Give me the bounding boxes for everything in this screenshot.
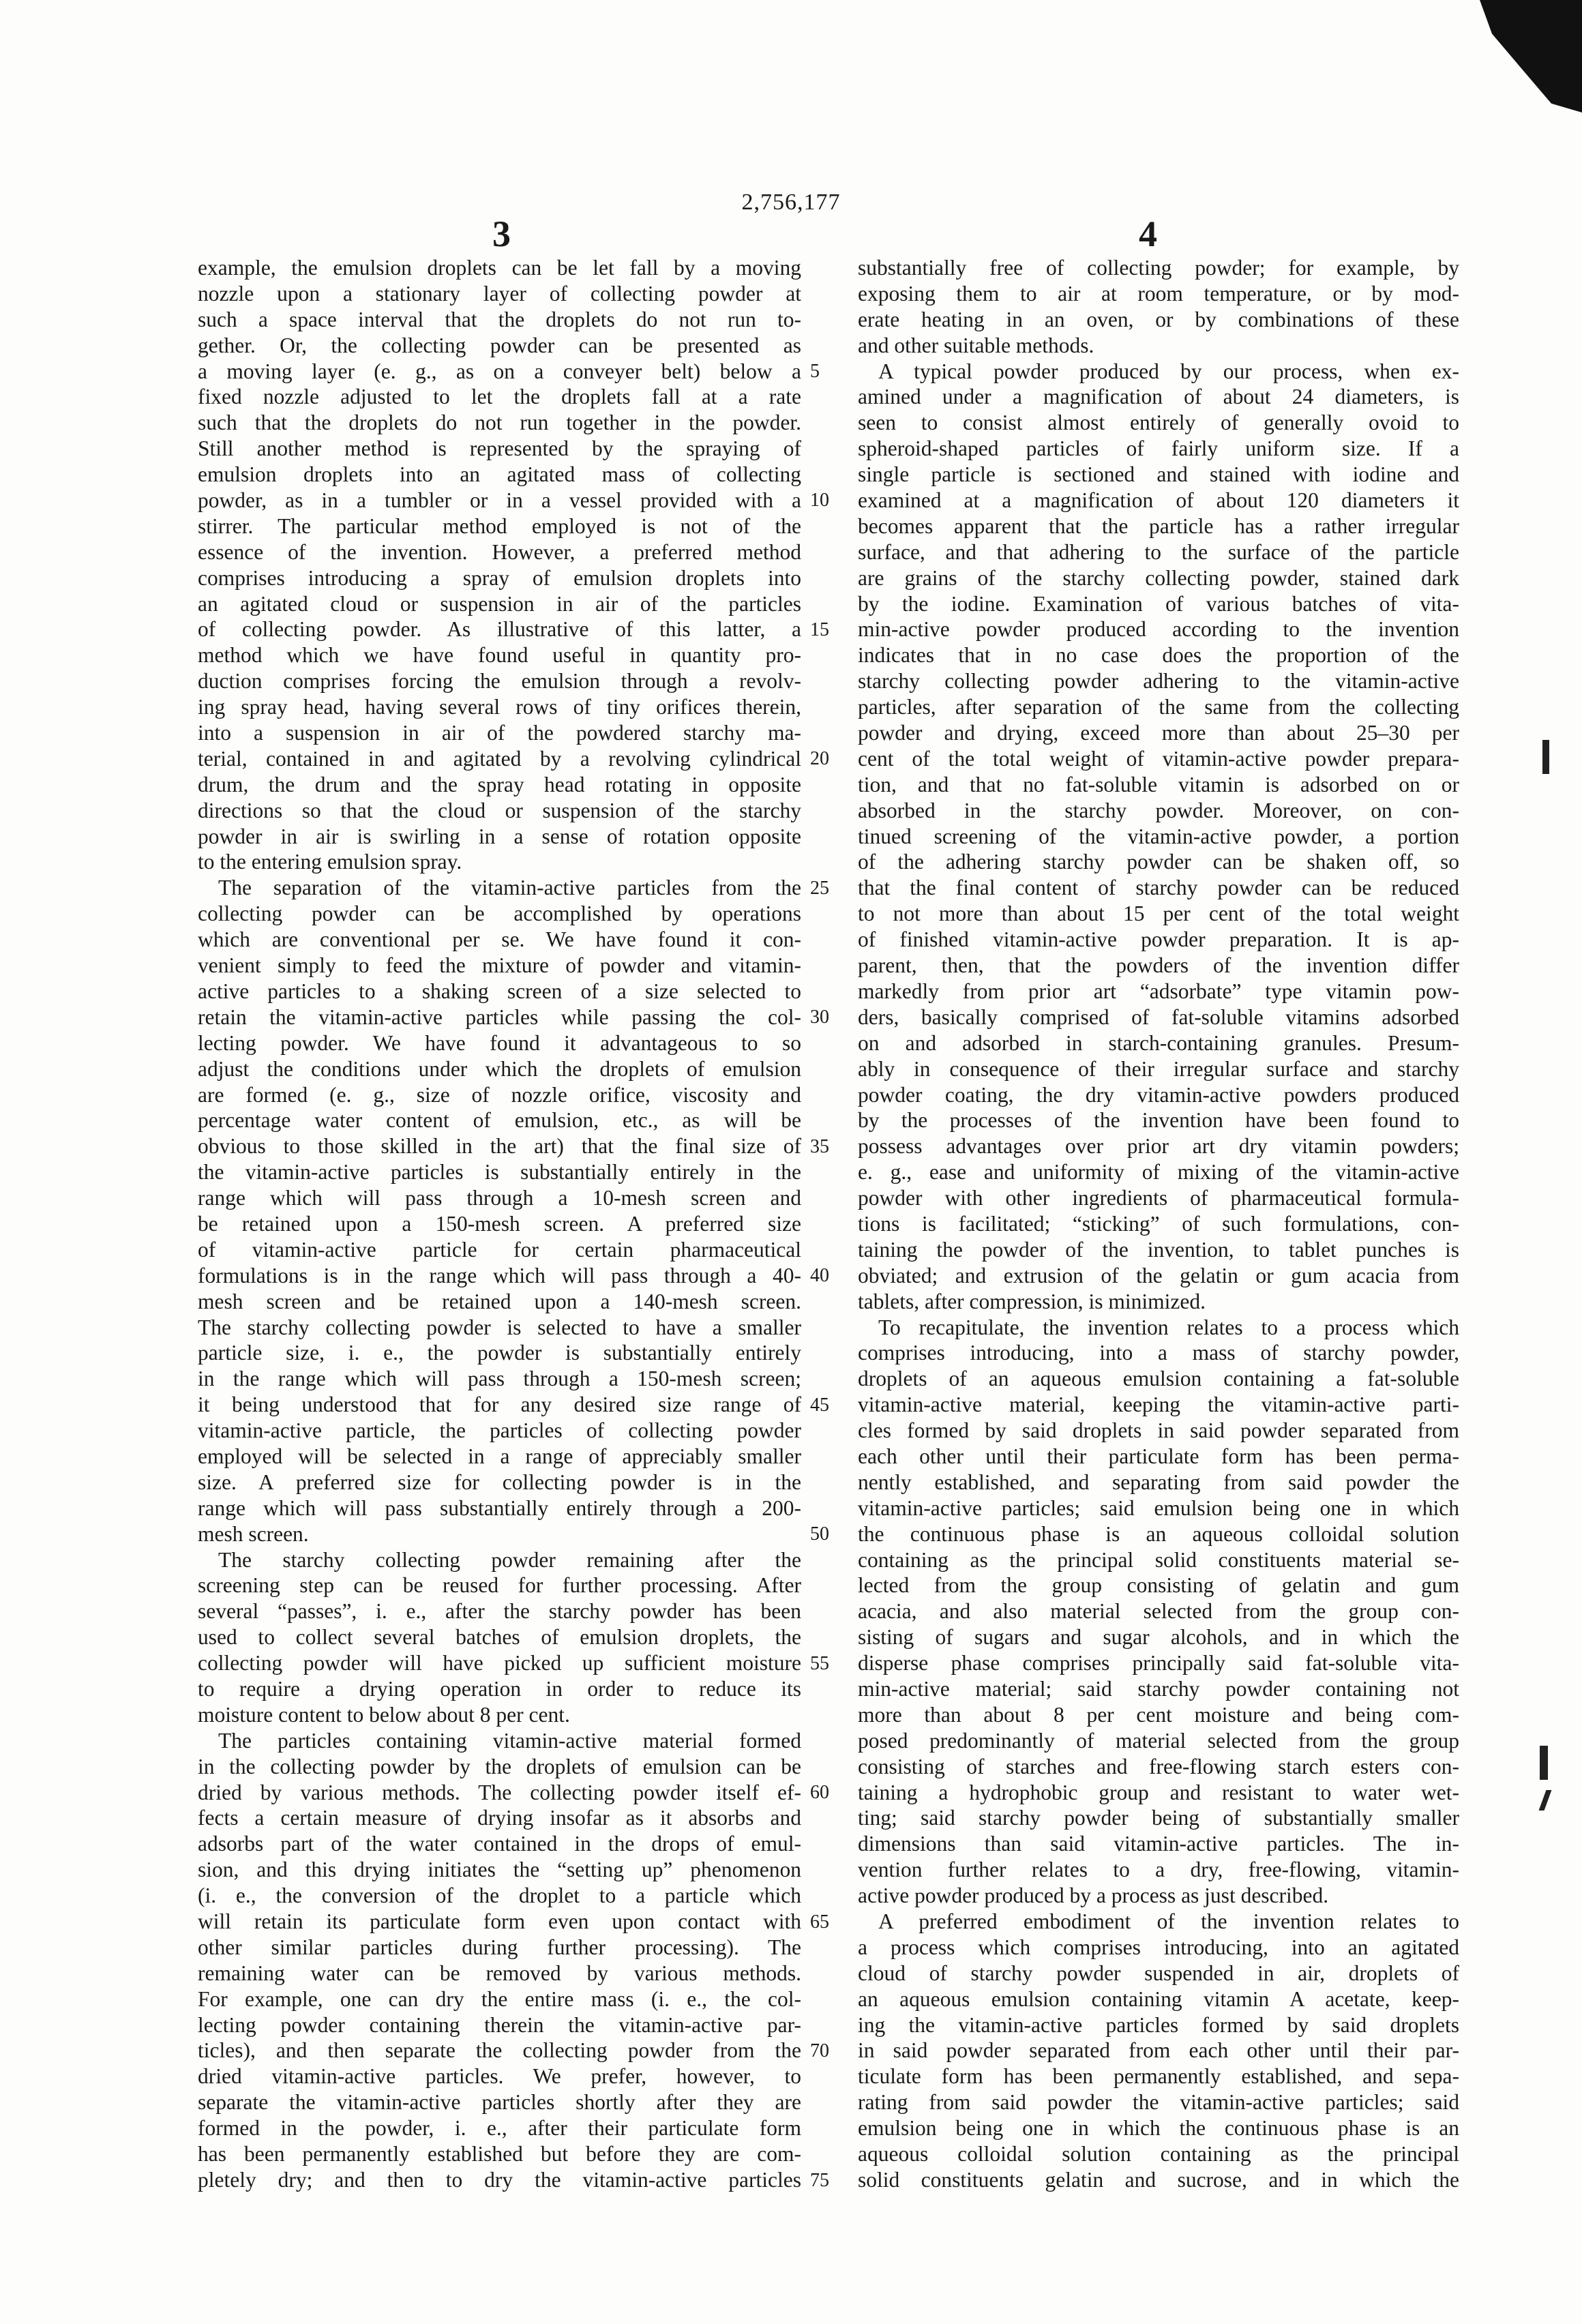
text-line: directions so that the cloud or suspension of the starchy — [198, 798, 801, 824]
text-line: rating from said powder the vitamin-active particles; said — [858, 2089, 1459, 2115]
text-line: dried vitamin-active particles. We prefer, however, to — [198, 2064, 801, 2089]
paragraph — [858, 255, 1459, 359]
text-line: particles, after separation of the same from the collecting — [858, 694, 1459, 720]
text-line: of collecting powder. As illustrative of this latter, a — [198, 616, 801, 642]
text-line: The particles containing vitamin-active material formed — [198, 1728, 801, 1754]
text-line: cent of the total weight of vitamin-active powder prepara- — [858, 746, 1459, 772]
text-line: to require a drying operation in order to reduce its — [198, 1676, 801, 1702]
text-line: method which we have found useful in quantity pro- — [198, 642, 801, 668]
text-line: A typical powder produced by our process, when ex- — [858, 359, 1459, 385]
text-line: particle size, i. e., the powder is substantially entirely — [198, 1340, 801, 1366]
text-line: starchy collecting powder adhering to the vitamin-active — [858, 668, 1459, 694]
text-line: size. A preferred size for collecting powder is in the — [198, 1470, 801, 1495]
text-line: spheroid-shaped particles of fairly uniform size. If a — [858, 436, 1459, 462]
text-line: posed predominantly of material selected from the group — [858, 1728, 1459, 1754]
text-line: powder in air is swirling in a sense of rotation opposite — [198, 824, 801, 850]
text-line: aqueous colloidal solution containing as the principal — [858, 2141, 1459, 2167]
text-line: are formed (e. g., size of nozzle orifice, viscosity and — [198, 1082, 801, 1108]
text-line: comprises introducing, into a mass of starchy powder, — [858, 1340, 1459, 1366]
margin-line-number: 10 — [810, 488, 840, 513]
text-line: an agitated cloud or suspension in air of the particles — [198, 591, 801, 617]
text-line: mesh screen and be retained upon a 140-mesh screen. — [198, 1289, 801, 1315]
column-number-left: 3 — [492, 213, 511, 255]
text-line: becomes apparent that the particle has a rather irregular — [858, 513, 1459, 539]
text-line: percentage water content of emulsion, etc., as will be — [198, 1107, 801, 1133]
text-line: active particles to a shaking screen of a size selected to — [198, 979, 801, 1004]
text-line: employed will be selected in a range of appreciably smaller — [198, 1444, 801, 1470]
text-line: nozzle upon a stationary layer of collecting powder at — [198, 281, 801, 307]
text-line: powder coating, the dry vitamin-active powders produced — [858, 1082, 1459, 1108]
text-line: vitamin-active material, keeping the vitamin-active parti- — [858, 1392, 1459, 1418]
text-line: Still another method is represented by the spraying of — [198, 436, 801, 462]
text-line: more than about 8 per cent moisture and being com- — [858, 1702, 1459, 1728]
text-line: remaining water can be removed by various methods. — [198, 1961, 801, 1986]
scan-corner-artifact — [1480, 0, 1582, 113]
margin-line-number: 5 — [810, 359, 840, 385]
margin-line-number: 35 — [810, 1134, 840, 1160]
text-line: adsorbs part of the water contained in the drops of emul- — [198, 1831, 801, 1857]
text-line: retain the vitamin-active particles while passing the col- — [198, 1004, 801, 1030]
text-line: venient simply to feed the mixture of powder and vitamin- — [198, 953, 801, 979]
text-line: The starchy collecting powder remaining after the — [198, 1547, 801, 1573]
text-line: be retained upon a 150-mesh screen. A preferred size — [198, 1211, 801, 1237]
paragraph — [198, 1728, 801, 2193]
text-line: several “passes”, i. e., after the starchy powder has been — [198, 1598, 801, 1624]
text-line: stirrer. The particular method employed is not of the — [198, 513, 801, 539]
scan-mark — [1539, 1790, 1552, 1811]
margin-line-number: 15 — [810, 617, 840, 643]
text-line: in said powder separated from each other until their par- — [858, 2038, 1459, 2064]
margin-line-number: 50 — [810, 1521, 840, 1547]
text-line: dimensions than said vitamin-active particles. The in- — [858, 1831, 1459, 1857]
text-line: in the collecting powder by the droplets of emulsion can be — [198, 1754, 801, 1780]
margin-line-number: 20 — [810, 746, 840, 772]
margin-line-number: 60 — [810, 1780, 840, 1806]
text-line: collecting powder will have picked up sufficient moisture — [198, 1650, 801, 1676]
text-line: acacia, and also material selected from the group con- — [858, 1598, 1459, 1624]
text-line: are grains of the starchy collecting powder, stained dark — [858, 565, 1459, 591]
text-line: seen to consist almost entirely of generally ovoid to — [858, 410, 1459, 436]
column-number-right: 4 — [1139, 213, 1157, 255]
text-line: e. g., ease and uniformity of mixing of the vitamin-active — [858, 1159, 1459, 1185]
text-line: (i. e., the conversion of the droplet to a particle which — [198, 1883, 801, 1909]
text-line: terial, contained in and agitated by a revolving cylindrical — [198, 746, 801, 772]
text-line: collecting powder can be accomplished by operations — [198, 901, 801, 927]
text-line: moisture content to below about 8 per cent. — [198, 1702, 801, 1728]
text-line: the vitamin-active particles is substantially entirely in the — [198, 1159, 801, 1185]
text-line: other similar particles during further processing). The — [198, 1935, 801, 1961]
text-line: indicates that in no case does the proportion of the — [858, 642, 1459, 668]
text-line: vention further relates to a dry, free-flowing, vitamin- — [858, 1857, 1459, 1883]
text-line: containing as the principal solid constituents material se- — [858, 1547, 1459, 1573]
text-line: active powder produced by a process as just described. — [858, 1883, 1459, 1909]
paragraph — [858, 1315, 1459, 1909]
text-line: powder, as in a tumbler or in a vessel provided with a — [198, 488, 801, 513]
text-line: screening step can be reused for further processing. After — [198, 1573, 801, 1598]
text-line: dried by various methods. The collecting powder itself ef- — [198, 1780, 801, 1806]
text-line: of the adhering starchy powder can be shaken off, so — [858, 849, 1459, 875]
text-line: single particle is sectioned and stained with iodine and — [858, 462, 1459, 488]
text-line: min-active powder produced according to the invention — [858, 616, 1459, 642]
text-line: sion, and this drying initiates the “setting up” phenomenon — [198, 1857, 801, 1883]
text-line: to the entering emulsion spray. — [198, 849, 801, 875]
text-line: essence of the invention. However, a preferred method — [198, 539, 801, 565]
text-line: erate heating in an oven, or by combinations of these — [858, 307, 1459, 333]
text-line: lecting powder containing therein the vitamin-active par- — [198, 2012, 801, 2038]
text-line: taining the powder of the invention, to tablet punches is — [858, 1237, 1459, 1263]
text-line: pletely dry; and then to dry the vitamin-active particles — [198, 2167, 801, 2193]
text-line: an aqueous emulsion containing vitamin A acetate, keep- — [858, 1986, 1459, 2012]
margin-line-number: 45 — [810, 1392, 840, 1418]
text-line: cles formed by said droplets in said powder separated from — [858, 1418, 1459, 1444]
text-line: parent, then, that the powders of the invention differ — [858, 953, 1459, 979]
text-line: A preferred embodiment of the invention relates to — [858, 1909, 1459, 1935]
text-line: ably in consequence of their irregular surface and starchy — [858, 1056, 1459, 1082]
patent-number: 2,756,177 — [0, 190, 1582, 215]
text-line: the continuous phase is an aqueous colloidal solution — [858, 1521, 1459, 1547]
scan-mark — [1540, 1746, 1548, 1780]
text-line: to not more than about 15 per cent of the total weight — [858, 901, 1459, 927]
text-line: disperse phase comprises principally said fat-soluble vita- — [858, 1650, 1459, 1676]
text-line: exposing them to air at room temperature, or by mod- — [858, 281, 1459, 307]
text-line: powder with other ingredients of pharmaceutical formula- — [858, 1185, 1459, 1211]
text-line: adjust the conditions under which the droplets of emulsion — [198, 1056, 801, 1082]
text-line: tions is facilitated; “sticking” of such formulations, con- — [858, 1211, 1459, 1237]
text-line: tablets, after compression, is minimized. — [858, 1289, 1459, 1315]
text-line: fects a certain measure of drying insofar as it absorbs and — [198, 1805, 801, 1831]
text-line: such a space interval that the droplets do not run to- — [198, 307, 801, 333]
text-line: tinued screening of the vitamin-active powder, a portion — [858, 824, 1459, 850]
text-line: vitamin-active particles; said emulsion being one in which — [858, 1495, 1459, 1521]
text-line: powder and drying, exceed more than about 25–30 per — [858, 720, 1459, 746]
text-line: such that the droplets do not run together in the powder. — [198, 410, 801, 436]
text-column-right — [858, 255, 1459, 2193]
text-line: drum, the drum and the spray head rotating in opposite — [198, 772, 801, 798]
text-line: examined at a magnification of about 120 diameters it — [858, 488, 1459, 513]
text-line: obviated; and extrusion of the gelatin or gum acacia from — [858, 1263, 1459, 1289]
margin-line-number: 25 — [810, 876, 840, 902]
text-line: sisting of sugars and sugar alcohols, and in which the — [858, 1624, 1459, 1650]
margin-line-number: 70 — [810, 2038, 840, 2064]
text-line: ing the vitamin-active particles formed by said droplets — [858, 2012, 1459, 2038]
text-line: by the iodine. Examination of various batches of vita- — [858, 591, 1459, 617]
text-line: emulsion droplets into an agitated mass of collecting — [198, 462, 801, 488]
paragraph — [198, 1547, 801, 1728]
text-line: lected from the group consisting of gelatin and gum — [858, 1573, 1459, 1598]
text-line: gether. Or, the collecting powder can be presented as — [198, 333, 801, 359]
text-line: vitamin-active particle, the particles of collecting powder — [198, 1418, 801, 1444]
text-line: which are conventional per se. We have found it con- — [198, 927, 801, 953]
margin-line-number: 65 — [810, 1909, 840, 1935]
text-line: a moving layer (e. g., as on a conveyer belt) below a — [198, 359, 801, 385]
text-line: mesh screen. — [198, 1521, 801, 1547]
text-line: range which will pass substantially entirely through a 200- — [198, 1495, 801, 1521]
text-line: formulations is in the range which will pass through a 40- — [198, 1263, 801, 1289]
text-line: solid constituents gelatin and sucrose, and in which the — [858, 2167, 1459, 2193]
text-line: fixed nozzle adjusted to let the droplets fall at a rate — [198, 384, 801, 410]
text-line: markedly from prior art “adsorbate” type vitamin pow- — [858, 979, 1459, 1004]
text-line: ticles), and then separate the collecting powder from the — [198, 2038, 801, 2064]
text-line: possess advantages over prior art dry vitamin powders; — [858, 1133, 1459, 1159]
text-line: example, the emulsion droplets can be let fall by a moving — [198, 255, 801, 281]
text-line: min-active material; said starchy powder containing not — [858, 1676, 1459, 1702]
patent-page — [0, 0, 1582, 2324]
text-line: a process which comprises introducing, into an agitated — [858, 1935, 1459, 1961]
text-line: absorbed in the starchy powder. Moreover, on con- — [858, 798, 1459, 824]
text-line: emulsion being one in which the continuous phase is an — [858, 2115, 1459, 2141]
text-line: of finished vitamin-active powder preparation. It is ap- — [858, 927, 1459, 953]
text-line: substantially free of collecting powder; for example, by — [858, 255, 1459, 281]
text-line: each other until their particulate form has been perma- — [858, 1444, 1459, 1470]
paragraph — [858, 359, 1459, 1315]
margin-line-number: 55 — [810, 1651, 840, 1677]
margin-line-number: 40 — [810, 1263, 840, 1289]
text-line: it being understood that for any desired size range of — [198, 1392, 801, 1418]
text-line: taining a hydrophobic group and resistant to water wet- — [858, 1780, 1459, 1806]
text-line: range which will pass through a 10-mesh screen and — [198, 1185, 801, 1211]
text-line: into a suspension in air of the powdered starchy ma- — [198, 720, 801, 746]
text-line: droplets of an aqueous emulsion containing a fat-soluble — [858, 1366, 1459, 1392]
text-line: will retain its particulate form even upon contact with — [198, 1909, 801, 1935]
text-line: To recapitulate, the invention relates to a process which — [858, 1315, 1459, 1341]
text-column-left — [198, 255, 801, 2193]
text-line: used to collect several batches of emulsion droplets, the — [198, 1624, 801, 1650]
text-line: The starchy collecting powder is selected to have a smaller — [198, 1315, 801, 1341]
text-line: ting; said starchy powder being of substantially smaller — [858, 1805, 1459, 1831]
text-line: nently established, and separating from said powder the — [858, 1470, 1459, 1495]
text-line: ders, basically comprised of fat-soluble vitamins adsorbed — [858, 1004, 1459, 1030]
text-line: lecting powder. We have found it advantageous to so — [198, 1030, 801, 1056]
text-line: cloud of starchy powder suspended in air, droplets of — [858, 1961, 1459, 1986]
paragraph — [858, 1909, 1459, 2193]
text-line: comprises introducing a spray of emulsion droplets into — [198, 565, 801, 591]
text-line: formed in the powder, i. e., after their particulate form — [198, 2115, 801, 2141]
scan-mark — [1542, 740, 1549, 774]
text-line: duction comprises forcing the emulsion through a revolv- — [198, 668, 801, 694]
text-line: obvious to those skilled in the art) that the final size of — [198, 1133, 801, 1159]
text-line: ing spray head, having several rows of tiny orifices therein, — [198, 694, 801, 720]
text-line: ticulate form has been permanently established, and sepa- — [858, 2064, 1459, 2089]
text-line: and other suitable methods. — [858, 333, 1459, 359]
text-line: tion, and that no fat-soluble vitamin is adsorbed on or — [858, 772, 1459, 798]
paragraph — [198, 255, 801, 875]
text-line: separate the vitamin-active particles shortly after they are — [198, 2089, 801, 2115]
margin-line-number: 30 — [810, 1004, 840, 1030]
paragraph — [198, 875, 801, 1547]
text-line: on and adsorbed in starch-containing granules. Presum- — [858, 1030, 1459, 1056]
text-line: consisting of starches and free-flowing starch esters con- — [858, 1754, 1459, 1780]
text-line: The separation of the vitamin-active particles from the — [198, 875, 801, 901]
text-line: For example, one can dry the entire mass (i. e., the col- — [198, 1986, 801, 2012]
margin-line-number: 75 — [810, 2168, 840, 2194]
text-line: of vitamin-active particle for certain pharmaceutical — [198, 1237, 801, 1263]
text-line: that the final content of starchy powder can be reduced — [858, 875, 1459, 901]
text-line: has been permanently established but before they are com- — [198, 2141, 801, 2167]
text-line: in the range which will pass through a 150-mesh screen; — [198, 1366, 801, 1392]
text-line: surface, and that adhering to the surface of the particle — [858, 539, 1459, 565]
text-line: by the processes of the invention have been found to — [858, 1107, 1459, 1133]
text-line: amined under a magnification of about 24 diameters, is — [858, 384, 1459, 410]
